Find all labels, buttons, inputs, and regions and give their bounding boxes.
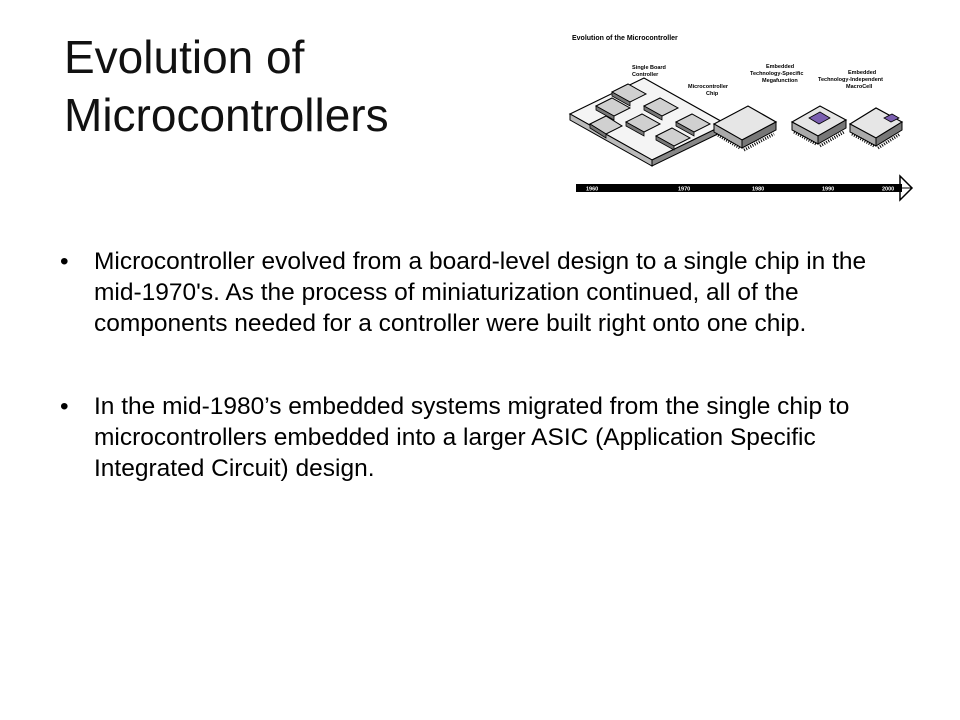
label-macro-line2: Technology-Independent	[818, 77, 883, 83]
label-mega-line1: Embedded	[766, 64, 795, 70]
title-line-2: Microcontrollers	[64, 89, 389, 141]
label-mega-line3: Megafunction	[762, 78, 798, 84]
timeline-year-1970: 1970	[678, 186, 691, 193]
label-chip-line1: Microcontroller	[688, 84, 729, 90]
label-chip-line2: Chip	[706, 91, 719, 97]
label-macro-line3: MacroCell	[846, 84, 873, 90]
bullet-marker: •	[60, 248, 69, 275]
timeline-year-2000: 2000	[882, 186, 895, 193]
timeline-year-1980: 1980	[752, 186, 765, 193]
title-line-1: Evolution of	[64, 31, 305, 83]
timeline-year-1990: 1990	[822, 186, 835, 193]
bullet-text: In the mid-1980’s embedded systems migrated from the single chip to microcontrollers embedded into a larger ASIC (Application Specific Integrated Circuit) design.	[94, 393, 850, 482]
slide-title	[64, 28, 524, 144]
label-macro-line1: Embedded	[848, 70, 877, 76]
bullet-text: Microcontroller evolved from a board-level design to a single chip in the mid-1970's. As the process of miniaturization continued, all of the components needed for a controller were built right onto one chip.	[94, 248, 867, 337]
bullet-list	[60, 246, 900, 484]
figure-title: Evolution of the Microcontroller	[572, 35, 678, 42]
bullet-item	[60, 246, 900, 339]
timeline-arrow	[576, 176, 912, 200]
label-single-board-line1: Single Board	[632, 65, 666, 71]
microcontroller-chip-illustration	[714, 106, 776, 150]
single-board-controller-illustration	[570, 78, 726, 166]
bullet-marker: •	[60, 393, 69, 420]
embedded-macrocell-illustration	[850, 108, 902, 148]
label-single-board-line2: Controller	[632, 72, 659, 78]
label-mega-line2: Technology-Specific	[750, 71, 804, 77]
microcontroller-evolution-diagram	[566, 26, 916, 204]
timeline-year-1960: 1960	[586, 186, 599, 193]
embedded-megafunction-illustration	[792, 106, 846, 146]
bullet-item	[60, 391, 900, 484]
